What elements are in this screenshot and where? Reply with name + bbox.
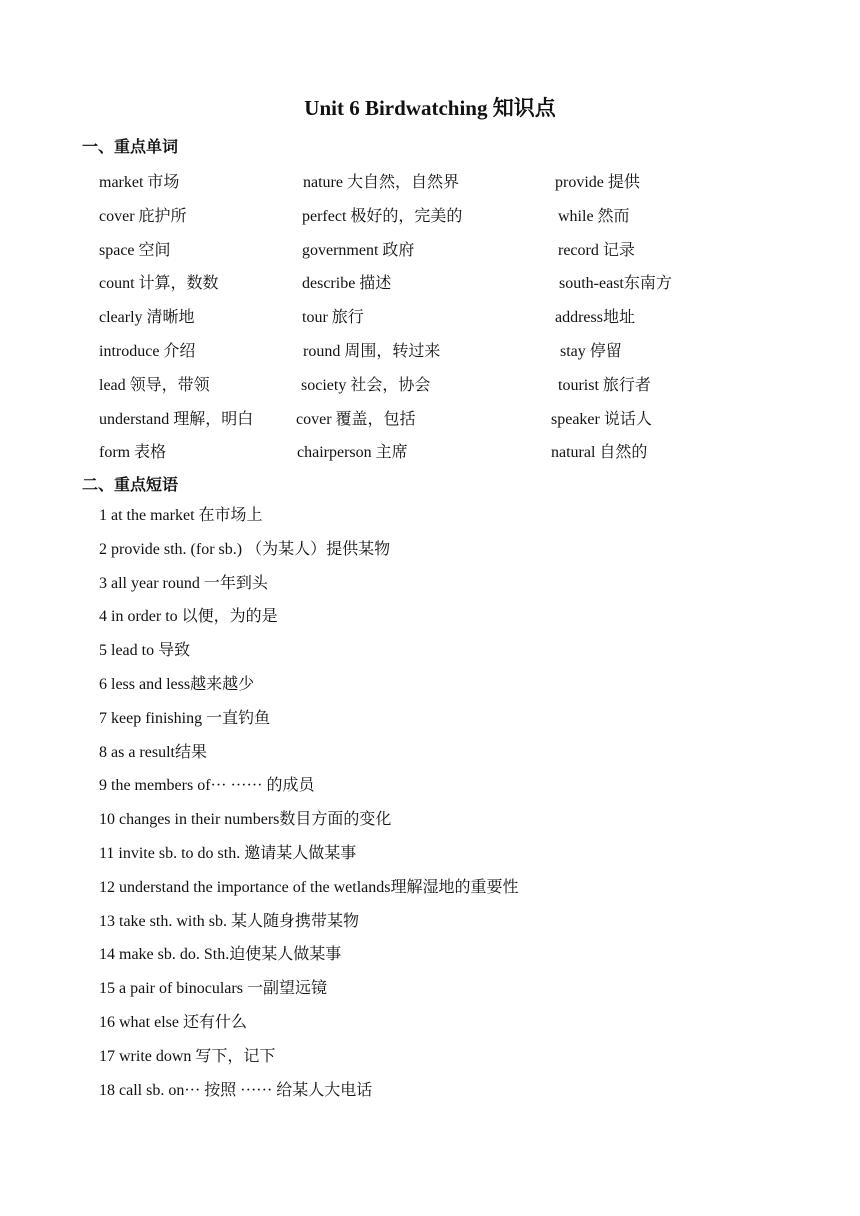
- vocab-entry: count 计算，数数: [99, 275, 219, 292]
- list-item: 5 lead to 导致: [99, 642, 191, 660]
- list-item: 12 understand the importance of the wetlands理解湿地的重要性: [99, 878, 519, 896]
- document-title: Unit 6 Birdwatching 知识点: [304, 96, 556, 120]
- vocab-entry: cover 庇护所: [99, 208, 187, 225]
- list-item: 13 take sth. with sb. 某人随身携带某物: [99, 912, 359, 930]
- vocab-entry: understand 理解，明白: [99, 411, 254, 428]
- vocab-entry: space 空间: [99, 242, 171, 259]
- vocab-entry: society 社会，协会: [301, 377, 431, 394]
- vocab-entry: provide 提供: [555, 174, 640, 191]
- vocab-entry: government 政府: [302, 242, 415, 259]
- list-item: 2 provide sth. (for sb.) （为某人）提供某物: [99, 540, 391, 558]
- vocab-entry: nature 大自然，自然界: [303, 174, 459, 191]
- vocab-entry: tour 旅行: [302, 309, 364, 326]
- vocab-entry: speaker 说话人: [551, 411, 652, 428]
- vocab-entry: introduce 介绍: [99, 343, 196, 360]
- vocab-entry: lead 领导，带领: [99, 377, 210, 394]
- list-item: 7 keep finishing 一直钓鱼: [99, 709, 271, 727]
- vocab-entry: form 表格: [99, 444, 167, 461]
- vocab-entry: stay 停留: [560, 343, 622, 360]
- list-item: 14 make sb. do. Sth.迫使某人做某事: [99, 946, 342, 964]
- vocab-entry: while 然而: [558, 208, 630, 225]
- list-item: 9 the members of··· ······ 的成员: [99, 777, 315, 795]
- list-item: 10 changes in their numbers数目方面的变化: [99, 811, 392, 829]
- vocab-entry: market 市场: [99, 174, 180, 191]
- vocab-entry: clearly 清晰地: [99, 309, 195, 326]
- vocab-entry: cover 覆盖，包括: [296, 411, 416, 428]
- list-item: 15 a pair of binoculars 一副望远镜: [99, 980, 327, 998]
- vocab-entry: perfect 极好的，完美的: [302, 208, 463, 225]
- phrase-list: [99, 505, 518, 1113]
- list-item: 1 at the market 在市场上: [99, 507, 263, 524]
- vocab-entry: south-east东南方: [559, 275, 672, 292]
- vocab-entry: describe 描述: [302, 275, 392, 292]
- vocab-entry: record 记录: [558, 242, 635, 259]
- list-item: 16 what else 还有什么: [99, 1013, 247, 1031]
- vocab-entry: round 周围，转过来: [303, 343, 441, 360]
- section-heading-key-words: 一、重点单词: [82, 139, 179, 156]
- list-item: 17 write down 写下，记下: [99, 1047, 276, 1065]
- vocab-entry: address地址: [555, 309, 635, 326]
- vocab-entry: tourist 旅行者: [558, 377, 651, 394]
- vocab-entry: chairperson 主席: [297, 444, 408, 461]
- list-item: 6 less and less越来越少: [99, 675, 255, 693]
- list-item: 3 all year round 一年到头: [99, 574, 268, 592]
- list-item: 18 call sb. on··· 按照 ······ 给某人大电话: [99, 1081, 373, 1099]
- list-item: 4 in order to 以便，为的是: [99, 608, 278, 626]
- vocab-entry: natural 自然的: [551, 444, 648, 461]
- section-heading-key-phrases: 二、重点短语: [82, 477, 179, 494]
- list-item: 11 invite sb. to do sth. 邀请某人做某事: [99, 844, 357, 862]
- list-item: 8 as a result结果: [99, 743, 207, 761]
